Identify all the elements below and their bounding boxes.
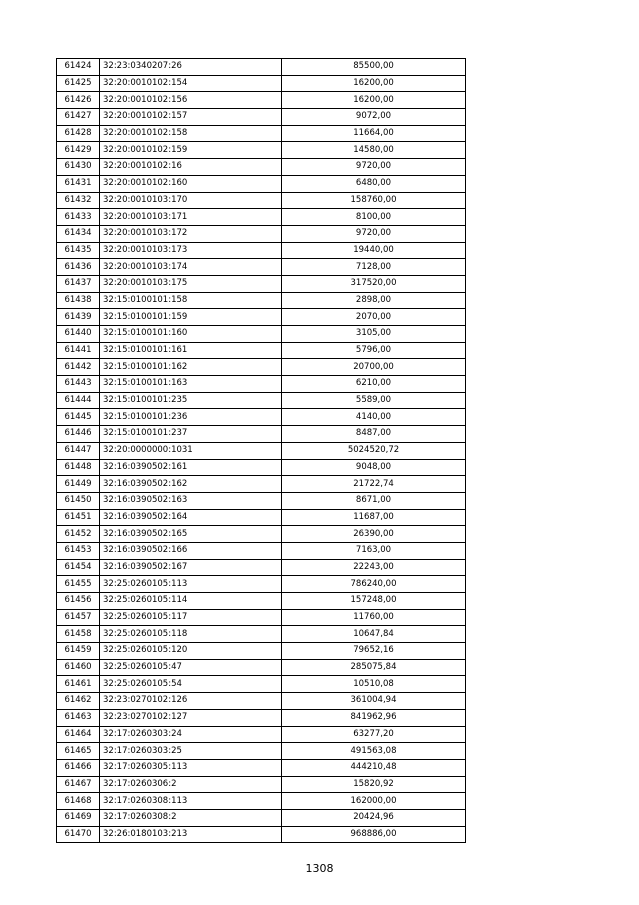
row-number-cell: 61440: [57, 326, 100, 343]
row-number-cell: 61447: [57, 442, 100, 459]
value-cell: 6210,00: [282, 376, 466, 393]
cadastral-number-cell: 32:16:0390502:161: [100, 459, 282, 476]
table-row: [57, 92, 466, 109]
value-cell: 16200,00: [282, 75, 466, 92]
row-number-cell: 61451: [57, 509, 100, 526]
value-cell: 19440,00: [282, 242, 466, 259]
value-cell: 9048,00: [282, 459, 466, 476]
table-row: [57, 793, 466, 810]
value-cell: 10510,08: [282, 676, 466, 693]
row-number-cell: 61458: [57, 626, 100, 643]
cadastral-number-cell: 32:15:0100101:236: [100, 409, 282, 426]
cadastral-number-cell: 32:15:0100101:160: [100, 326, 282, 343]
row-number-cell: 61428: [57, 125, 100, 142]
value-cell: 10647,84: [282, 626, 466, 643]
table-row: [57, 609, 466, 626]
cadastral-number-cell: 32:26:0180103:213: [100, 826, 282, 843]
cadastral-number-cell: 32:16:0390502:164: [100, 509, 282, 526]
table-row: [57, 142, 466, 159]
cadastral-number-cell: 32:20:0010103:171: [100, 209, 282, 226]
row-number-cell: 61426: [57, 92, 100, 109]
value-cell: 8487,00: [282, 426, 466, 443]
page-number: 1308: [305, 862, 334, 875]
table-row: [57, 759, 466, 776]
table-row: [57, 643, 466, 660]
cadastral-number-cell: 32:25:0260105:113: [100, 576, 282, 593]
value-cell: 5589,00: [282, 392, 466, 409]
row-number-cell: 61461: [57, 676, 100, 693]
table-row: [57, 192, 466, 209]
cadastral-number-cell: 32:15:0100101:158: [100, 292, 282, 309]
row-number-cell: 61445: [57, 409, 100, 426]
cadastral-number-cell: 32:15:0100101:161: [100, 342, 282, 359]
value-cell: 79652,16: [282, 643, 466, 660]
table-row: [57, 109, 466, 126]
row-number-cell: 61469: [57, 809, 100, 826]
table-row: [57, 676, 466, 693]
cadastral-number-cell: 32:17:0260308:2: [100, 809, 282, 826]
value-cell: 491563,08: [282, 743, 466, 760]
row-number-cell: 61468: [57, 793, 100, 810]
table-row: [57, 593, 466, 610]
cadastral-number-cell: 32:20:0010103:172: [100, 225, 282, 242]
value-cell: 4140,00: [282, 409, 466, 426]
data-table: [56, 58, 466, 843]
table-row: [57, 392, 466, 409]
row-number-cell: 61450: [57, 492, 100, 509]
row-number-cell: 61455: [57, 576, 100, 593]
row-number-cell: 61443: [57, 376, 100, 393]
table-row: [57, 726, 466, 743]
cadastral-number-cell: 32:20:0010103:174: [100, 259, 282, 276]
cadastral-number-cell: 32:23:0270102:127: [100, 709, 282, 726]
value-cell: 20700,00: [282, 359, 466, 376]
table-row: [57, 442, 466, 459]
value-cell: 11760,00: [282, 609, 466, 626]
table-row: [57, 659, 466, 676]
row-number-cell: 61464: [57, 726, 100, 743]
cadastral-number-cell: 32:23:0340207:26: [100, 59, 282, 76]
value-cell: 157248,00: [282, 593, 466, 610]
table-row: [57, 826, 466, 843]
row-number-cell: 61463: [57, 709, 100, 726]
table-row: [57, 476, 466, 493]
value-cell: 20424,96: [282, 809, 466, 826]
cadastral-number-cell: 32:20:0010102:154: [100, 75, 282, 92]
table-row: [57, 492, 466, 509]
table-row: [57, 59, 466, 76]
table-row: [57, 576, 466, 593]
table-row: [57, 809, 466, 826]
row-number-cell: 61430: [57, 159, 100, 176]
cadastral-number-cell: 32:20:0010102:160: [100, 175, 282, 192]
value-cell: 317520,00: [282, 275, 466, 292]
row-number-cell: 61446: [57, 426, 100, 443]
row-number-cell: 61452: [57, 526, 100, 543]
cadastral-number-cell: 32:20:0000000:1031: [100, 442, 282, 459]
row-number-cell: 61457: [57, 609, 100, 626]
row-number-cell: 61435: [57, 242, 100, 259]
row-number-cell: 61434: [57, 225, 100, 242]
row-number-cell: 61429: [57, 142, 100, 159]
table-row: [57, 242, 466, 259]
table-row: [57, 426, 466, 443]
value-cell: 841962,96: [282, 709, 466, 726]
value-cell: 162000,00: [282, 793, 466, 810]
row-number-cell: 61462: [57, 693, 100, 710]
row-number-cell: 61454: [57, 559, 100, 576]
row-number-cell: 61442: [57, 359, 100, 376]
table-row: [57, 626, 466, 643]
row-number-cell: 61436: [57, 259, 100, 276]
value-cell: 9720,00: [282, 225, 466, 242]
cadastral-number-cell: 32:25:0260105:117: [100, 609, 282, 626]
cadastral-number-cell: 32:15:0100101:162: [100, 359, 282, 376]
row-number-cell: 61433: [57, 209, 100, 226]
value-cell: 6480,00: [282, 175, 466, 192]
cadastral-number-cell: 32:25:0260105:114: [100, 593, 282, 610]
row-number-cell: 61459: [57, 643, 100, 660]
table-row: [57, 159, 466, 176]
table-row: [57, 259, 466, 276]
cadastral-number-cell: 32:20:0010103:175: [100, 275, 282, 292]
row-number-cell: 61449: [57, 476, 100, 493]
value-cell: 9720,00: [282, 159, 466, 176]
row-number-cell: 61441: [57, 342, 100, 359]
table-body: [57, 59, 466, 843]
row-number-cell: 61427: [57, 109, 100, 126]
value-cell: 11664,00: [282, 125, 466, 142]
row-number-cell: 61456: [57, 593, 100, 610]
table-row: [57, 309, 466, 326]
row-number-cell: 61460: [57, 659, 100, 676]
cadastral-number-cell: 32:23:0270102:126: [100, 693, 282, 710]
cadastral-number-cell: 32:25:0260105:54: [100, 676, 282, 693]
table-row: [57, 743, 466, 760]
value-cell: 85500,00: [282, 59, 466, 76]
table-row: [57, 693, 466, 710]
cadastral-number-cell: 32:17:0260308:113: [100, 793, 282, 810]
table-row: [57, 75, 466, 92]
table-row: [57, 559, 466, 576]
table-row: [57, 292, 466, 309]
cadastral-number-cell: 32:16:0390502:162: [100, 476, 282, 493]
cadastral-number-cell: 32:20:0010102:158: [100, 125, 282, 142]
row-number-cell: 61453: [57, 542, 100, 559]
value-cell: 16200,00: [282, 92, 466, 109]
cadastral-number-cell: 32:20:0010102:159: [100, 142, 282, 159]
value-cell: 5024520,72: [282, 442, 466, 459]
value-cell: 2898,00: [282, 292, 466, 309]
row-number-cell: 61432: [57, 192, 100, 209]
value-cell: 285075,84: [282, 659, 466, 676]
value-cell: 21722,74: [282, 476, 466, 493]
cadastral-number-cell: 32:25:0260105:120: [100, 643, 282, 660]
cadastral-number-cell: 32:20:0010102:157: [100, 109, 282, 126]
cadastral-number-cell: 32:17:0260305:113: [100, 759, 282, 776]
cadastral-number-cell: 32:16:0390502:163: [100, 492, 282, 509]
table-row: [57, 709, 466, 726]
row-number-cell: 61425: [57, 75, 100, 92]
cadastral-number-cell: 32:15:0100101:159: [100, 309, 282, 326]
cadastral-number-cell: 32:16:0390502:167: [100, 559, 282, 576]
row-number-cell: 61467: [57, 776, 100, 793]
value-cell: 7163,00: [282, 542, 466, 559]
cadastral-number-cell: 32:17:0260303:24: [100, 726, 282, 743]
row-number-cell: 61465: [57, 743, 100, 760]
value-cell: 158760,00: [282, 192, 466, 209]
value-cell: 968886,00: [282, 826, 466, 843]
value-cell: 22243,00: [282, 559, 466, 576]
table-row: [57, 342, 466, 359]
row-number-cell: 61431: [57, 175, 100, 192]
table-row: [57, 359, 466, 376]
table-row: [57, 275, 466, 292]
value-cell: 26390,00: [282, 526, 466, 543]
cadastral-number-cell: 32:25:0260105:118: [100, 626, 282, 643]
table-row: [57, 526, 466, 543]
table-row: [57, 542, 466, 559]
cadastral-number-cell: 32:15:0100101:237: [100, 426, 282, 443]
row-number-cell: 61424: [57, 59, 100, 76]
row-number-cell: 61444: [57, 392, 100, 409]
table-row: [57, 509, 466, 526]
cadastral-number-cell: 32:17:0260303:25: [100, 743, 282, 760]
table-row: [57, 776, 466, 793]
value-cell: 361004,94: [282, 693, 466, 710]
cadastral-number-cell: 32:20:0010103:173: [100, 242, 282, 259]
value-cell: 11687,00: [282, 509, 466, 526]
row-number-cell: 61439: [57, 309, 100, 326]
value-cell: 8100,00: [282, 209, 466, 226]
row-number-cell: 61438: [57, 292, 100, 309]
value-cell: 444210,48: [282, 759, 466, 776]
table-row: [57, 225, 466, 242]
value-cell: 63277,20: [282, 726, 466, 743]
table-row: [57, 326, 466, 343]
cadastral-number-cell: 32:16:0390502:166: [100, 542, 282, 559]
value-cell: 2070,00: [282, 309, 466, 326]
value-cell: 786240,00: [282, 576, 466, 593]
table-row: [57, 125, 466, 142]
value-cell: 15820,92: [282, 776, 466, 793]
row-number-cell: 61448: [57, 459, 100, 476]
table-row: [57, 409, 466, 426]
cadastral-number-cell: 32:20:0010102:16: [100, 159, 282, 176]
value-cell: 3105,00: [282, 326, 466, 343]
table-row: [57, 209, 466, 226]
table-row: [57, 175, 466, 192]
row-number-cell: 61437: [57, 275, 100, 292]
value-cell: 14580,00: [282, 142, 466, 159]
value-cell: 8671,00: [282, 492, 466, 509]
cadastral-number-cell: 32:16:0390502:165: [100, 526, 282, 543]
value-cell: 9072,00: [282, 109, 466, 126]
value-cell: 5796,00: [282, 342, 466, 359]
cadastral-number-cell: 32:17:0260306:2: [100, 776, 282, 793]
table-row: [57, 376, 466, 393]
cadastral-number-cell: 32:20:0010103:170: [100, 192, 282, 209]
value-cell: 7128,00: [282, 259, 466, 276]
row-number-cell: 61466: [57, 759, 100, 776]
cadastral-number-cell: 32:15:0100101:235: [100, 392, 282, 409]
table-row: [57, 459, 466, 476]
row-number-cell: 61470: [57, 826, 100, 843]
cadastral-number-cell: 32:20:0010102:156: [100, 92, 282, 109]
cadastral-number-cell: 32:15:0100101:163: [100, 376, 282, 393]
cadastral-number-cell: 32:25:0260105:47: [100, 659, 282, 676]
